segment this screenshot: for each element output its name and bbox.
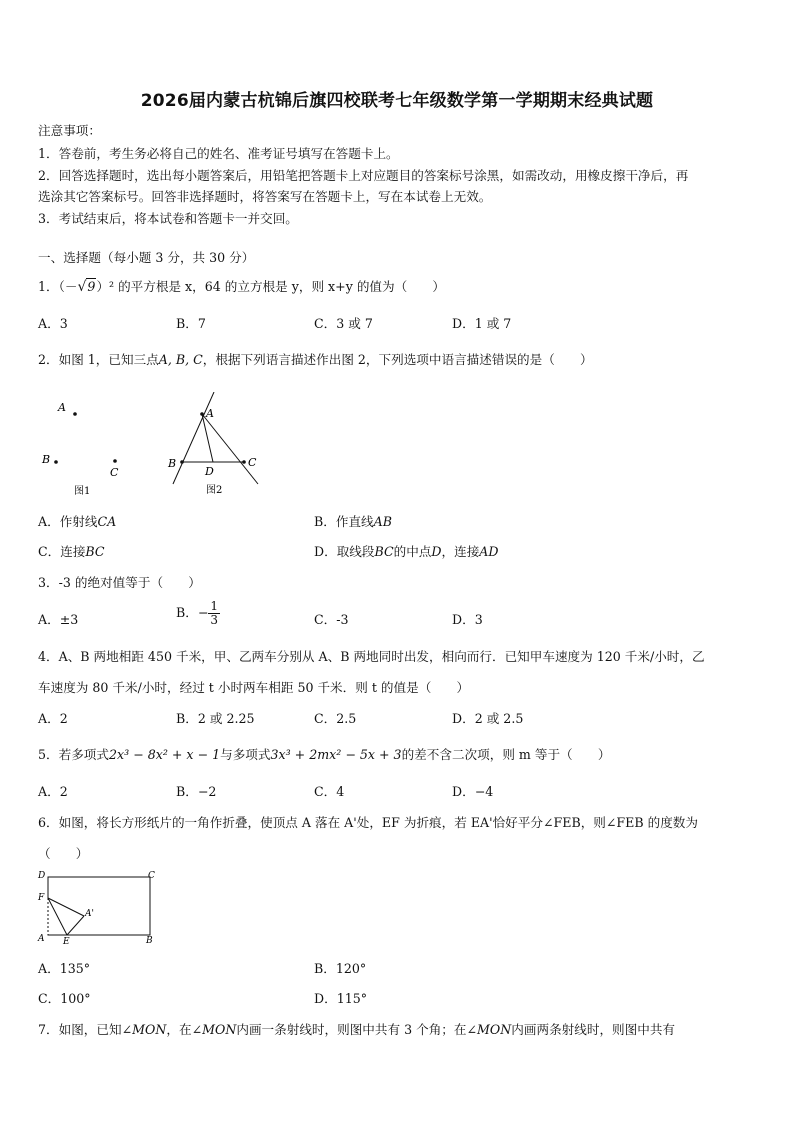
q3-option-d[interactable]: D．3: [452, 612, 483, 627]
q4-option-a[interactable]: A．2: [38, 711, 68, 726]
q1-suffix: ）² 的平方根是 x，64 的立方根是 y，则 x+y 的值为（ ）: [96, 279, 445, 294]
q6-option-c[interactable]: C．100°: [38, 991, 91, 1006]
q5-option-c[interactable]: C．4: [314, 784, 345, 799]
q2-option-b-math: AB: [373, 514, 392, 529]
fig2-label-b: B: [168, 457, 177, 470]
fig2-label-d: D: [205, 465, 214, 478]
fig2-point-c: [242, 460, 246, 464]
q7-part-a: 7．如图，已知: [38, 1022, 122, 1037]
q2-option-d-text: D．取线段: [314, 544, 375, 559]
notice-item-1: 1．答卷前，考生务必将自己的姓名、准考证号填写在答题卡上。: [38, 146, 399, 161]
fig1-label-c: C: [110, 466, 119, 479]
fig2-point-b: [180, 460, 184, 464]
q5-mid: 与多项式: [220, 747, 271, 762]
q4-option-b[interactable]: B．2 或 2.25: [176, 711, 255, 726]
q1-radicand: 9: [87, 279, 96, 294]
q2-option-b-text: B．作直线: [314, 514, 374, 529]
q4-option-c[interactable]: C．2.5: [314, 711, 357, 726]
fig2-caption: 图2: [206, 485, 223, 496]
question-5-stem: [38, 744, 610, 763]
q2-figures: [36, 392, 276, 502]
question-6-line-2: （ ）: [38, 846, 89, 861]
q2-option-d-math: BC: [374, 544, 394, 559]
q6-label-d: D: [38, 871, 46, 881]
fig1-point-c: [113, 459, 117, 463]
q3-option-c[interactable]: C．-3: [314, 612, 349, 627]
q2-option-d-math3: AD: [479, 544, 499, 559]
fig1-point-b: [54, 460, 58, 464]
q6-label-a: A: [38, 934, 45, 944]
q6-segment-fa1: [48, 898, 84, 916]
question-1-stem: [38, 276, 445, 295]
question-2-stem: [38, 349, 593, 368]
q6-option-b[interactable]: B．120°: [314, 961, 367, 976]
q6-figure: [34, 866, 164, 948]
q1-option-b[interactable]: B．7: [176, 316, 206, 331]
q5-poly-1: 2x³ − 8x² + x − 1: [108, 747, 221, 762]
fig1-caption: 图1: [74, 486, 91, 497]
page-title: 2026届内蒙古杭锦后旗四校联考七年级数学第一学期期末经典试题: [140, 91, 654, 111]
question-3-stem: 3．-3 的绝对值等于（ ）: [38, 575, 201, 590]
q2-stem-a: 2．如图 1，已知三点: [38, 352, 159, 367]
q4-option-d[interactable]: D．2 或 2.5: [452, 711, 524, 726]
notice-item-3: 3．考试结束后，将本试卷和答题卡一并交回。: [38, 211, 298, 226]
notice-heading: 注意事项：: [38, 123, 101, 138]
fraction-denominator: 3: [210, 613, 219, 627]
q7-angle-2: ∠MON: [191, 1022, 237, 1037]
q5-option-d[interactable]: D．−4: [452, 784, 494, 799]
q3-option-b-fraction: [208, 600, 220, 627]
q7-angle-3: ∠MON: [466, 1022, 512, 1037]
q6-crease-ef: [48, 898, 67, 935]
fig1-point-a: [73, 412, 77, 416]
q2-option-a[interactable]: [38, 511, 116, 530]
q5-suffix: 的差不含二次项，则 m 等于（ ）: [401, 747, 611, 762]
q7-part-d: 内画两条射线时，则图中共有: [511, 1022, 675, 1037]
q3-option-a[interactable]: A．±3: [38, 612, 79, 627]
q2-option-a-text: A．作射线: [38, 514, 98, 529]
question-4-line-1: 4．A、B 两地相距 450 千米，甲、乙两车分别从 A、B 两地同时出发，相向而行．已知甲车速度为 120 千米/小时，乙: [38, 649, 705, 664]
q2-stem-vars: A, B, C: [158, 352, 203, 367]
q2-option-d-math2: D: [431, 544, 442, 559]
question-7-stem: [38, 1019, 675, 1038]
q6-segment-ea1: [67, 916, 84, 935]
q6-label-a-prime: A': [85, 909, 94, 919]
fig2-point-a: [200, 412, 204, 416]
q1-option-c[interactable]: C．3 或 7: [314, 316, 373, 331]
q2-option-d[interactable]: [314, 541, 498, 560]
q5-poly-2: 3x³ + 2mx² − 5x + 3: [270, 747, 402, 762]
q5-option-a[interactable]: A．2: [38, 784, 68, 799]
fig1-label-b: B: [42, 453, 51, 466]
q1-prefix: 1．（－: [38, 279, 78, 294]
q6-label-c: C: [148, 871, 155, 881]
fig2-label-a: A: [206, 407, 214, 420]
q6-label-b: B: [146, 936, 153, 946]
notice-item-2-cont: 选涂其它答案标号。回答非选择题时，将答案写在答题卡上，写在本试卷上无效。: [38, 189, 492, 204]
notice-item-2: 2．回答选择题时，选出每小题答案后，用铅笔把答题卡上对应题目的答案标号涂黑，如需改动，用橡皮擦干净后，再: [38, 168, 689, 183]
question-4-line-2: 车速度为 80 千米/小时，经过 t 小时两车相距 50 千米．则 t 的值是（ ）: [38, 680, 470, 695]
q2-option-b[interactable]: [314, 511, 392, 530]
q1-option-d[interactable]: D．1 或 7: [452, 316, 512, 331]
q3-option-b[interactable]: [176, 600, 220, 627]
fig1-label-a: A: [58, 401, 66, 414]
q6-option-a[interactable]: A．135°: [38, 961, 91, 976]
sqrt-symbol: √: [77, 279, 87, 295]
q2-option-c[interactable]: [38, 541, 105, 560]
q2-option-a-math: CA: [97, 514, 117, 529]
section-heading: 一、选择题（每小题 3 分，共 30 分）: [38, 250, 255, 265]
fraction-numerator: 1: [210, 599, 219, 613]
q7-angle-1: ∠MON: [121, 1022, 167, 1037]
q2-option-d-tail: ，连接: [441, 544, 480, 559]
q2-option-c-text: C．连接: [38, 544, 86, 559]
question-6-line-1: 6．如图，将长方形纸片的一角作折叠，使顶点 A 落在 A'处，EF 为折痕，若 EA'恰好平分∠FEB，则∠FEB 的度数为: [38, 815, 698, 830]
q2-option-c-math: BC: [85, 544, 105, 559]
q5-prefix: 5．若多项式: [38, 747, 109, 762]
q3-option-b-text: B．−: [176, 605, 209, 620]
fig2-label-c: C: [248, 456, 257, 469]
q1-option-a[interactable]: A．3: [38, 316, 68, 331]
q2-stem-b: ，根据下列语言描述作出图 2，下列选项中语言描述错误的是（ ）: [202, 352, 593, 367]
q6-label-f: F: [38, 893, 45, 903]
q6-label-e: E: [63, 937, 70, 947]
q6-option-d[interactable]: D．115°: [314, 991, 368, 1006]
q7-part-c: 内画一条射线时，则图中共有 3 个角；在: [236, 1022, 467, 1037]
q2-option-d-mid: 的中点: [393, 544, 432, 559]
q7-part-b: ，在: [166, 1022, 192, 1037]
q5-option-b[interactable]: B．−2: [176, 784, 217, 799]
